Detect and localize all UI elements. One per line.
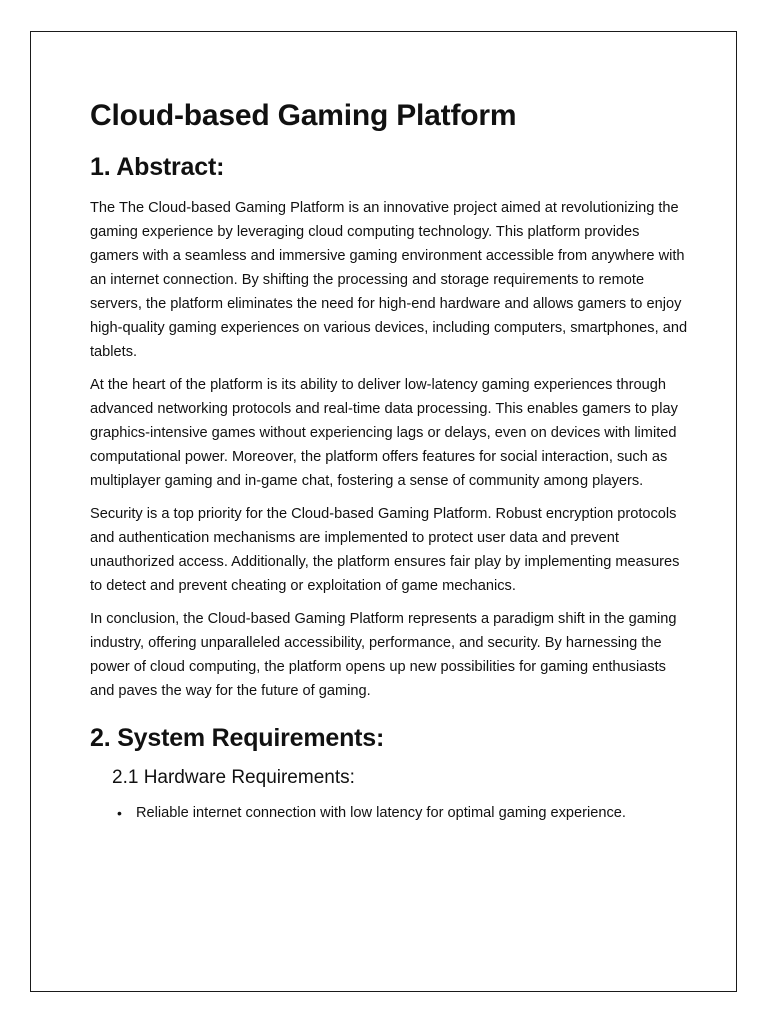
section-heading-system-requirements: 2. System Requirements: — [90, 724, 385, 752]
abstract-paragraph-2: At the heart of the platform is its ability to deliver low-latency gaming experiences through advanced networking protocols and real-time data processing. This enables gamers to play graphics-intensive games without experiencing lags or delays, even on devices with limited computational power. Moreover, the platform offers features for social interaction, such as multiplayer gaming and in-game chat, fostering a sense of community among players. — [90, 377, 678, 489]
document-title: Cloud-based Gaming Platform — [90, 99, 517, 132]
list-item — [117, 801, 688, 825]
abstract-paragraph-3: Security is a top priority for the Cloud-based Gaming Platform. Robust encryption protocols and authentication mechanisms are implemented to protect user data and prevent unauthorized access. Additionally, the platform ensures fair play by implementing measures to detect and prevent cheating or exploitation of game mechanics. — [90, 506, 680, 594]
section-heading-abstract: 1. Abstract: — [90, 153, 225, 181]
list-item-text: Reliable internet connection with low latency for optimal gaming experience. — [136, 805, 626, 821]
abstract-paragraph-4: In conclusion, the Cloud-based Gaming Platform represents a paradigm shift in the gaming industry, offering unparalleled accessibility, performance, and security. By harnessing the power of cloud computing, the platform opens up new possibilities for gaming enthusiasts and paves the way for the future of gaming. — [90, 611, 677, 699]
subsection-heading-hardware: 2.1 Hardware Requirements: — [112, 767, 355, 788]
abstract-paragraph-1: The The Cloud-based Gaming Platform is an innovative project aimed at revolutionizing the gaming experience by leveraging cloud computing technology. This platform provides gamers with a seamless and immersive gaming environment accessible from anywhere with an internet connection. By shifting the processing and storage requirements to remote servers, the platform eliminates the need for high-end hardware and allows gamers to enjoy high-quality gaming experiences on various devices, including computers, smartphones, and tablets. — [90, 200, 688, 360]
hardware-requirements-list — [90, 801, 688, 825]
bullet-icon: • — [117, 805, 122, 821]
document-content — [90, 96, 688, 825]
